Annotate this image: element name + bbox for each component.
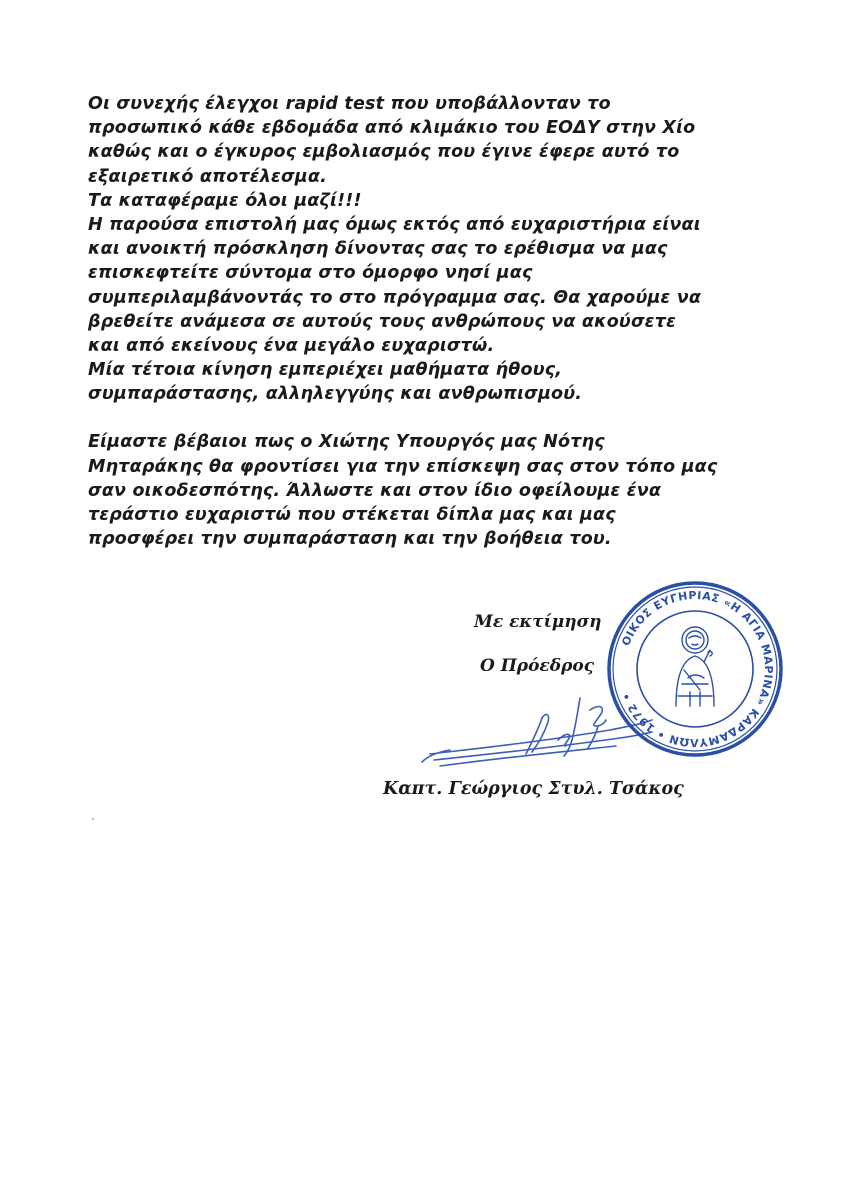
paragraph-1 xyxy=(88,92,748,406)
text-line: καθώς και ο έγκυρος εμβολιασμός που έγινε έφερε αυτό το xyxy=(88,142,680,163)
text-line: Μία τέτοια κίνηση εμπεριέχει μαθήματα ήθους, xyxy=(88,360,563,381)
text-line: Τα καταφέραμε όλοι μαζί!!! xyxy=(88,190,362,211)
text-line: επισκεφτείτε σύντομα στο όμορφο νησί μας xyxy=(88,263,533,284)
text-line: Η παρούσα επιστολή μας όμως εκτός από ευχαριστήρια είναι xyxy=(88,214,701,235)
text-line: Οι συνεχής έλεγχοι rapid test που υποβάλλονταν το xyxy=(88,94,611,114)
letter-body xyxy=(88,92,748,551)
text-line: συμπαράστασης, αλληλεγγύης και ανθρωπισμού. xyxy=(88,384,583,405)
text-line: και από εκείνους ένα μεγάλο ευχαριστώ. xyxy=(88,335,495,356)
text-line: προσωπικό κάθε εβδομάδα από κλιμάκιο του ΕΟΔΥ στην Χίο xyxy=(88,118,696,139)
institution-seal xyxy=(604,578,786,760)
text-line: Μηταράκης θα φροντίσει για την επίσκεψη σας στον τόπο μας xyxy=(88,456,718,477)
text-line: Είμαστε βέβαιοι πως ο Χιώτης Υπουργός μας Νότης xyxy=(88,432,605,453)
text-line: βρεθείτε ανάμεσα σε αυτούς τους ανθρώπους να ακούσετε xyxy=(88,311,677,332)
signer-role: Ο Πρόεδρος xyxy=(480,656,595,676)
text-line: τεράστιο ευχαριστώ που στέκεται δίπλα μας και μας xyxy=(88,505,616,525)
text-line: συμπεριλαμβάνοντάς το στο πρόγραμμα σας. Θα χαρούμε να xyxy=(88,287,702,308)
text-line: εξαιρετικό αποτέλεσμα. xyxy=(88,166,327,187)
seal-text: ΟΙΚΟΣ ΕΥΓΗΡΙΑΣ «Η ΑΓΙΑ ΜΑΡΙΝΑ» ΚΑΡΔΑΜΥΛΩΝ • 1972 • xyxy=(619,588,776,750)
paragraph-2 xyxy=(88,430,748,551)
text-line: προσφέρει την συμπαράσταση και την βοήθεια του. xyxy=(88,529,612,550)
signer-name: Καπτ. Γεώργιος Στυλ. Τσάκος xyxy=(383,779,684,799)
text-line: σαν οικοδεσπότης. Άλλωστε και στον ίδιο οφείλουμε ένα xyxy=(88,480,662,501)
scan-speck xyxy=(92,818,94,820)
saint-figure xyxy=(676,627,714,706)
text-line: και ανοικτή πρόσκληση δίνοντας σας το ερέθισμα να μας xyxy=(88,239,668,260)
closing-phrase: Με εκτίμηση xyxy=(474,612,602,632)
seal-rings xyxy=(609,583,781,755)
